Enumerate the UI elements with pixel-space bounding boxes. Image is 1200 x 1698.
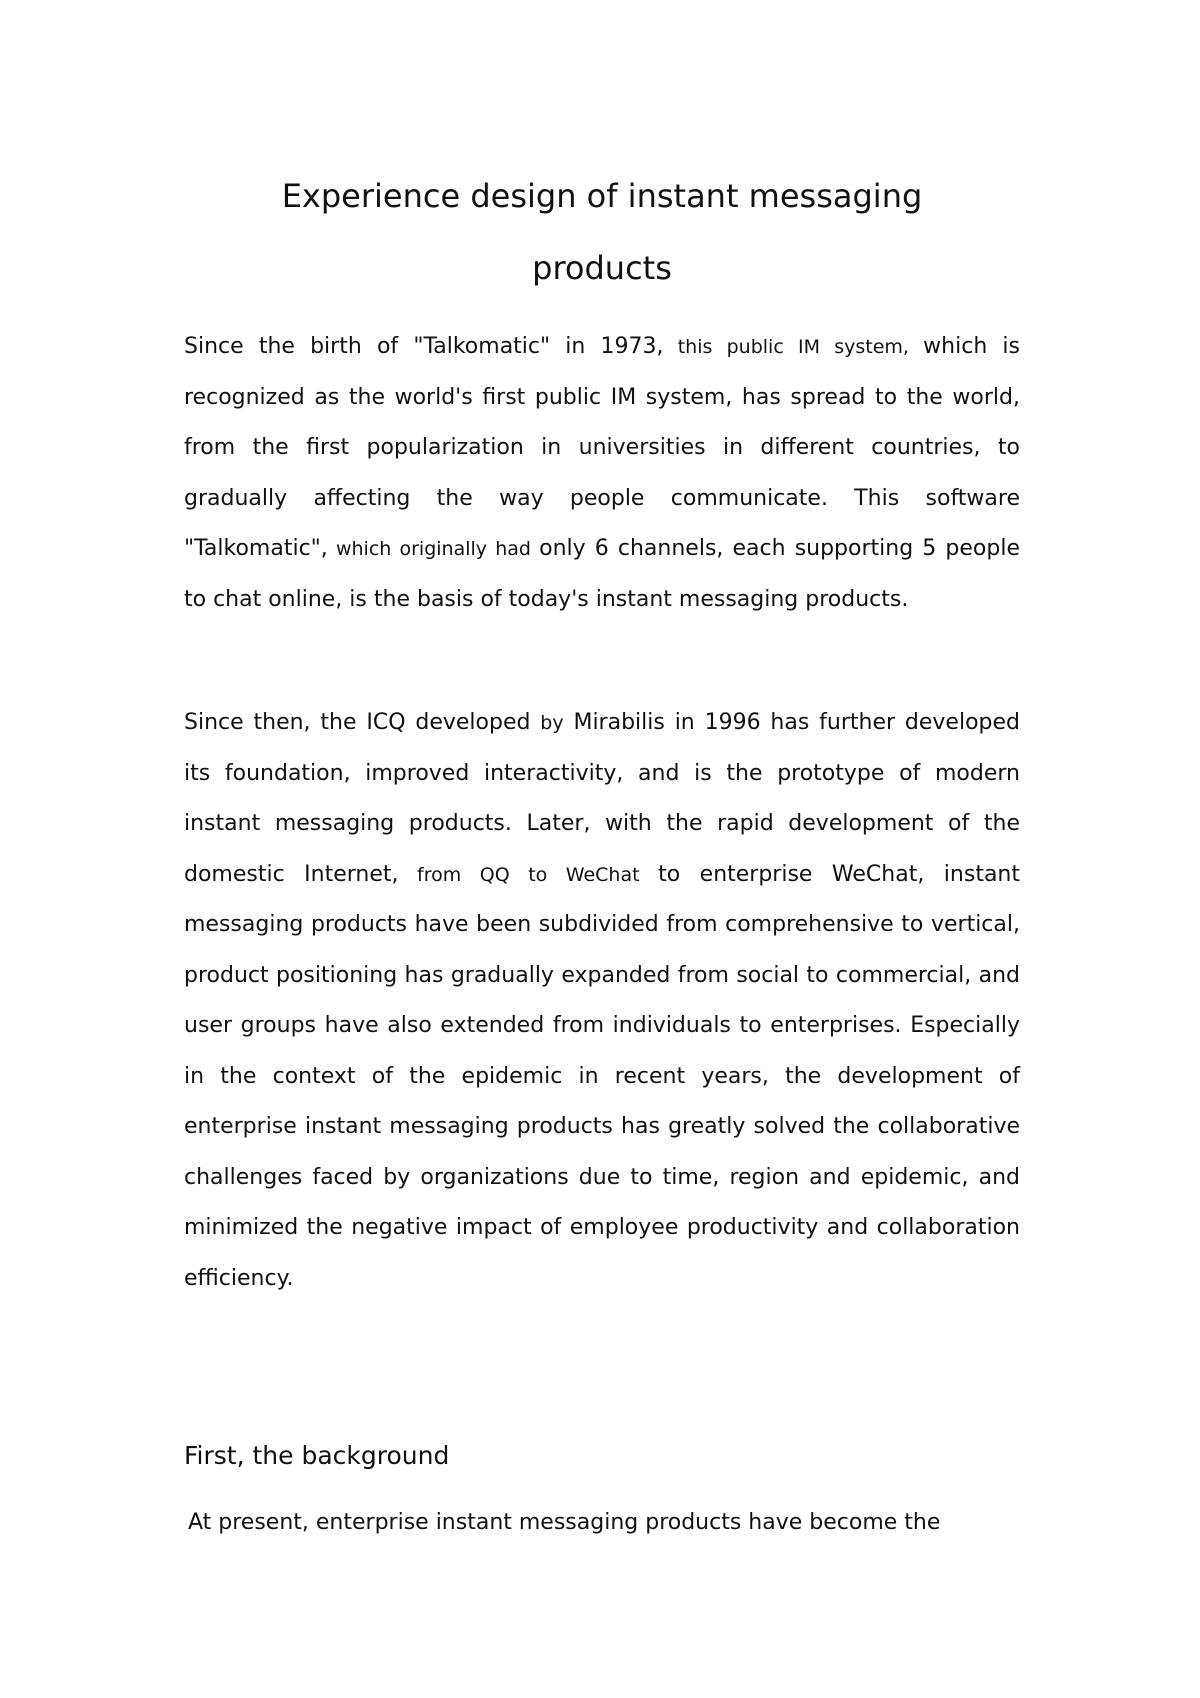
paragraph-talkomatic-history [184, 322, 1020, 625]
paragraph-icq-history [184, 698, 1020, 1304]
paragraph-2-small-text: by [540, 712, 564, 734]
paragraph-1-text: Since the birth of "Talkomatic" in 1973, [184, 334, 664, 359]
document-title [184, 160, 1020, 304]
title-line-2: products [532, 249, 672, 287]
paragraph-2-small-text: from QQ to WeChat [398, 863, 659, 886]
paragraph-1-text: which is recognized as the world's first public IM system, has spread to the world, from the first popularization in universities in different countries, to gradually affecting the way people communicate. This software "Talkomatic", [184, 334, 1021, 561]
paragraph-1-text: only 6 channels, each supporting 5 people to chat online, is the basis of today's instant messaging products. [184, 536, 1020, 612]
paragraph-2-text: Since then, the ICQ developed [184, 710, 541, 735]
title-line-1: Experience design of instant messaging [281, 177, 923, 215]
section-heading-background: First, the background [184, 1441, 450, 1470]
paragraph-background-intro: At present, enterprise instant messaging products have become the [188, 1510, 941, 1535]
paragraph-1-small-text: this public IM system, [663, 336, 924, 358]
paragraph-2-text: Mirabilis in 1996 has further developed its foundation, improved interactivity, and is the prototype of modern instant messaging products. Later, with the rapid development of the domestic Internet, [184, 710, 1020, 887]
paragraph-2-text: to enterprise WeChat, instant messaging products have been subdivided from comprehensive to vertical, product positioning has gradually expanded from social to commercial, and user groups have also extended from individuals to enterprises. Especially in the context of the epidemic in recent years, the development of enterprise instant messaging products has greatly solved the collaborative challenges faced by organizations due to time, region and epidemic, and minimized the negative impact of employee productivity and collaboration efficiency. [184, 861, 1021, 1291]
paragraph-1-small-text: which originally had [327, 538, 540, 560]
